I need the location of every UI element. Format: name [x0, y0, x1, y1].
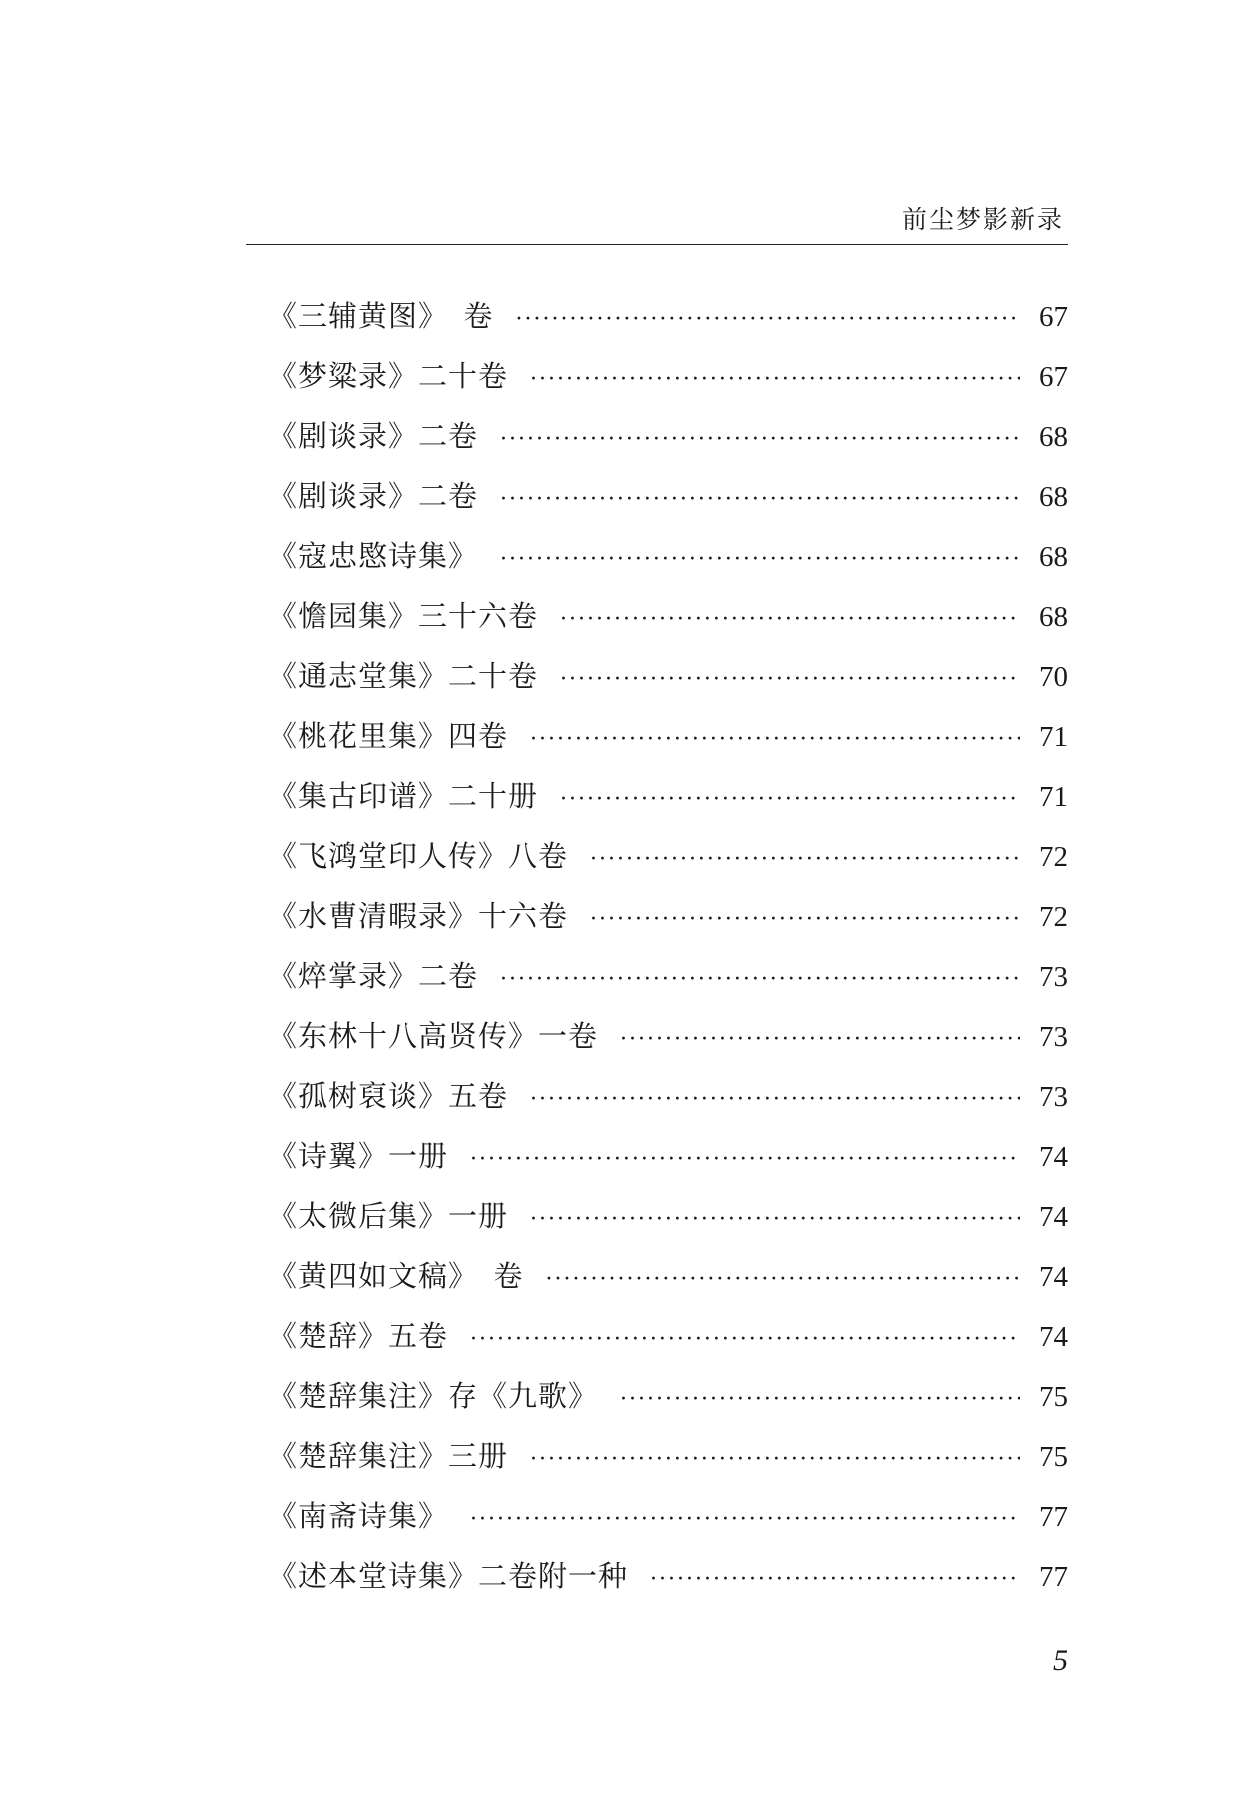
dot-leader: [560, 590, 1020, 650]
toc-entry: [268, 1366, 1068, 1426]
dot-leader: [500, 530, 1020, 590]
toc-entry: [268, 1486, 1068, 1546]
toc-entry-page: 67: [1039, 301, 1068, 333]
toc-entry-page: 70: [1039, 661, 1068, 693]
toc-entry-page: 74: [1039, 1261, 1068, 1293]
toc-entry: [268, 346, 1068, 406]
toc-entry-page: 77: [1039, 1501, 1068, 1533]
toc-entry-title: 《三辅黄图》 卷: [268, 299, 494, 333]
dot-leader: [546, 1250, 1020, 1310]
dot-leader: [530, 1430, 1020, 1490]
toc-entry-page: 73: [1039, 961, 1068, 993]
toc-entry-page: 67: [1039, 361, 1068, 393]
toc-entry-title: 《南斋诗集》: [268, 1499, 449, 1533]
dot-leader: [530, 1190, 1020, 1250]
dot-leader: [500, 950, 1020, 1010]
dot-leader: [620, 1370, 1020, 1430]
toc-entry: [268, 526, 1068, 586]
dot-leader: [530, 710, 1020, 770]
header-rule: [246, 244, 1068, 245]
toc-entry: [268, 586, 1068, 646]
toc-entry: [268, 286, 1068, 346]
toc-entry-title: 《水曹清暇录》十六卷: [268, 899, 569, 933]
toc-entry-page: 74: [1039, 1321, 1068, 1353]
dot-leader: [470, 1130, 1020, 1190]
dot-leader: [530, 350, 1020, 410]
dot-leader: [590, 830, 1020, 890]
toc-entry: [268, 1546, 1068, 1606]
toc-entry: [268, 1306, 1068, 1366]
toc-entry-page: 74: [1039, 1201, 1068, 1233]
page-number: 5: [1053, 1644, 1068, 1677]
toc-entry: [268, 1246, 1068, 1306]
toc-entry-title: 《梦粱录》二十卷: [268, 359, 509, 393]
toc-entry: [268, 406, 1068, 466]
toc-entry: [268, 1186, 1068, 1246]
toc-entry-page: 68: [1039, 421, 1068, 453]
toc-entry-page: 75: [1039, 1441, 1068, 1473]
toc-entry-title: 《集古印谱》二十册: [268, 779, 539, 813]
toc-entry: [268, 946, 1068, 1006]
toc-entry-page: 75: [1039, 1381, 1068, 1413]
toc-entry-page: 77: [1039, 1561, 1068, 1593]
dot-leader: [500, 410, 1020, 470]
toc-entry: [268, 1006, 1068, 1066]
toc-entry: [268, 1066, 1068, 1126]
dot-leader: [560, 650, 1020, 710]
toc-entry: [268, 646, 1068, 706]
toc-entry-page: 68: [1039, 541, 1068, 573]
dot-leader: [560, 770, 1020, 830]
toc-entry-title: 《剧谈录》二卷: [268, 479, 479, 513]
toc-entry-page: 72: [1039, 841, 1068, 873]
toc-entry-title: 《太微后集》一册: [268, 1199, 509, 1233]
toc-entry: [268, 466, 1068, 526]
toc-entry-title: 《焠掌录》二卷: [268, 959, 479, 993]
toc-entry-page: 68: [1039, 601, 1068, 633]
toc-entry: [268, 1426, 1068, 1486]
toc-entry-title: 《楚辞集注》三册: [268, 1439, 509, 1473]
toc-entry-title: 《通志堂集》二十卷: [268, 659, 539, 693]
dot-leader: [516, 290, 1020, 350]
dot-leader: [650, 1550, 1020, 1610]
toc-entry-title: 《寇忠愍诗集》: [268, 539, 479, 573]
dot-leader: [470, 1490, 1020, 1550]
toc-entry-page: 71: [1039, 781, 1068, 813]
toc-entry-page: 73: [1039, 1081, 1068, 1113]
toc-entry-title: 《东林十八高贤传》一卷: [268, 1019, 599, 1053]
table-of-contents: [268, 286, 1068, 1606]
dot-leader: [470, 1310, 1020, 1370]
toc-entry-title: 《楚辞》五卷: [268, 1319, 449, 1353]
running-head-title: 前尘梦影新录: [901, 205, 1064, 234]
dot-leader: [590, 890, 1020, 950]
toc-entry: [268, 706, 1068, 766]
toc-entry-title: 《述本堂诗集》二卷附一种: [268, 1559, 629, 1593]
toc-entry-page: 71: [1039, 721, 1068, 753]
toc-entry-title: 《剧谈录》二卷: [268, 419, 479, 453]
dot-leader: [500, 470, 1020, 530]
toc-entry: [268, 766, 1068, 826]
toc-entry-title: 《孤树裒谈》五卷: [268, 1079, 509, 1113]
dot-leader: [530, 1070, 1020, 1130]
toc-entry-title: 《憺园集》三十六卷: [268, 599, 539, 633]
dot-leader: [620, 1010, 1020, 1070]
toc-entry-page: 73: [1039, 1021, 1068, 1053]
toc-entry: [268, 1126, 1068, 1186]
toc-entry-title: 《桃花里集》四卷: [268, 719, 509, 753]
toc-entry-title: 《黄四如文稿》 卷: [268, 1259, 524, 1293]
toc-entry: [268, 826, 1068, 886]
toc-entry-page: 72: [1039, 901, 1068, 933]
toc-entry-page: 74: [1039, 1141, 1068, 1173]
toc-entry-title: 《飞鸿堂印人传》八卷: [268, 839, 569, 873]
toc-entry: [268, 886, 1068, 946]
toc-entry-page: 68: [1039, 481, 1068, 513]
toc-entry-title: 《楚辞集注》存《九歌》: [268, 1379, 599, 1413]
toc-entry-title: 《诗翼》一册: [268, 1139, 449, 1173]
